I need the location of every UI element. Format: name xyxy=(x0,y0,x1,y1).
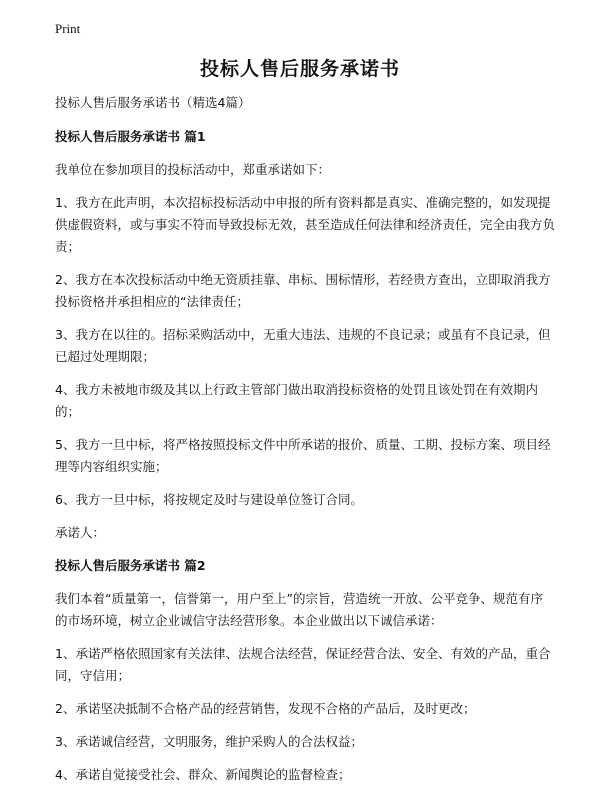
document-body xyxy=(55,92,555,797)
paragraph: 4、承诺自觉接受社会、群众、新闻舆论的监督检查； xyxy=(55,767,351,782)
paragraph: 2、我方在本次投标活动中绝无资质挂靠、串标、围标情形，若经贵方查出，立即取消我方投标资格并承担相应的“法律责任； xyxy=(55,272,551,309)
paragraph: 我们本着“质量第一，信誉第一，用户至上”的宗旨，营造统一开放、公平竞争、规范有序的市场环境，树立企业诚信守法经营形象。本企业做出以下诚信承诺： xyxy=(55,591,543,628)
paragraph: 4、我方未被地市级及其以上行政主管部门做出取消投标资格的处罚且该处罚在有效期内的； xyxy=(55,382,538,419)
paragraph: 1、我方在此声明，本次招标投标活动中申报的所有资料都是真实、准确完整的，如发现提供虚假资料，或与事实不符而导致投标无效，甚至造成任何法律和经济责任，完全由我方负责； xyxy=(55,195,556,254)
document-subtitle: 投标人售后服务承诺书（精选4篇） xyxy=(55,95,251,110)
section-heading: 投标人售后服务承诺书 篇2 xyxy=(55,558,206,573)
print-link[interactable]: Print xyxy=(55,21,81,36)
paragraph: 3、我方在以往的。招标采购活动中，无重大违法、违规的不良记录；或虽有不良记录，但已超过处理期限； xyxy=(55,327,551,364)
paragraph: 5、我方一旦中标，将严格按照投标文件中所承诺的报价、质量、工期、投标方案、项目经理等内容组织实施； xyxy=(55,437,551,474)
paragraph: 3、承诺诚信经营，文明服务，维护采购人的合法权益； xyxy=(55,734,363,749)
paragraph: 2、承诺坚决抵制不合格产品的经营销售，发现不合格的产品后，及时更改； xyxy=(55,701,476,716)
section-heading: 投标人售后服务承诺书 篇1 xyxy=(55,129,206,144)
paragraph: 1、承诺严格依照国家有关法律、法规合法经营，保证经营合法、安全、有效的产品，重合同，守信用； xyxy=(55,646,551,683)
signature-line: 承诺人： xyxy=(55,525,106,540)
page-title: 投标人售后服务承诺书 xyxy=(199,58,400,80)
paragraph: 6、我方一旦中标，将按规定及时与建设单位签订合同。 xyxy=(55,492,363,507)
paragraph: 我单位在参加项目的投标活动中，郑重承诺如下： xyxy=(55,162,331,177)
